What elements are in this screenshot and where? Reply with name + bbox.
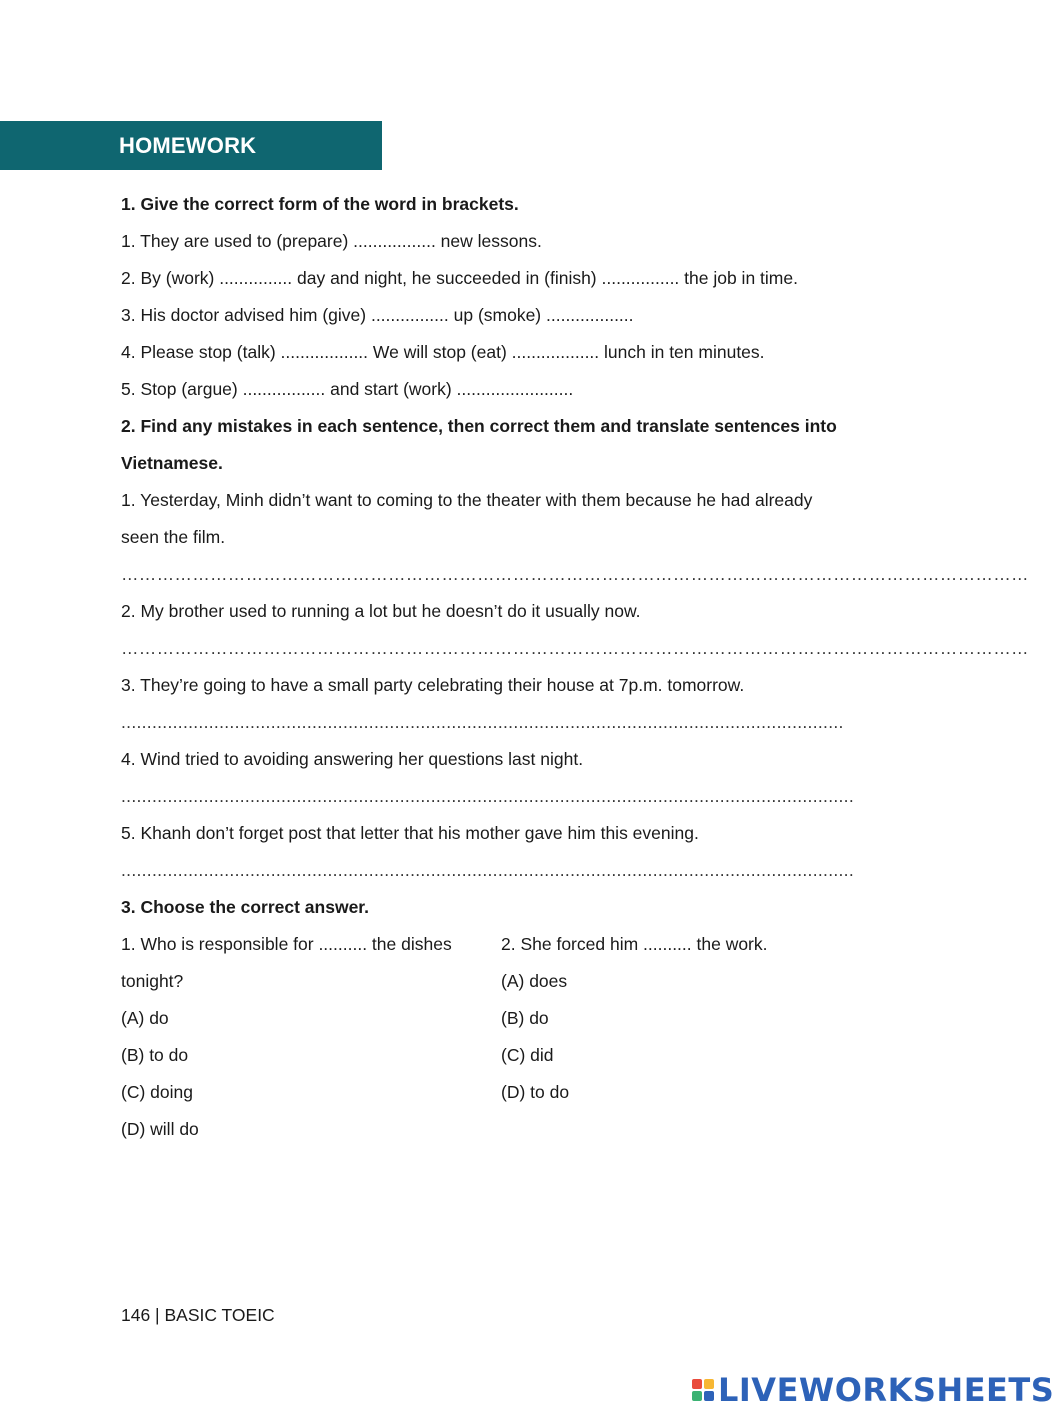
page-title: HOMEWORK xyxy=(119,133,257,158)
logo-wordmark: LIVEWORKSHEETS xyxy=(718,1371,1054,1409)
logo-square xyxy=(692,1379,702,1389)
s3-q2-option-c[interactable]: (C) did xyxy=(501,1045,554,1065)
s3-question-1 xyxy=(121,926,501,1148)
homework-banner xyxy=(0,121,382,170)
section1-heading: 1. Give the correct form of the word in brackets. xyxy=(121,194,519,214)
s2-answer-line-4[interactable]: .............................................................................................................................................. xyxy=(121,786,855,806)
s2-item-2: 2. My brother used to running a lot but he doesn’t do it usually now. xyxy=(121,601,641,621)
section2-heading: 2. Find any mistakes in each sentence, then correct them and translate sentences into xyxy=(121,416,837,436)
s1-item-3: 3. His doctor advised him (give) ................ up (smoke) .................. xyxy=(121,305,634,325)
s3-q2-option-b[interactable]: (B) do xyxy=(501,1008,549,1028)
s1-item-1: 1. They are used to (prepare) ................. new lessons. xyxy=(121,231,542,251)
s2-item-5: 5. Khanh don’t forget post that letter that his mother gave him this evening. xyxy=(121,823,699,843)
liveworksheets-logo xyxy=(692,1371,1054,1409)
section3-questions xyxy=(121,926,891,1148)
s2-item-4: 4. Wind tried to avoiding answering her questions last night. xyxy=(121,749,584,769)
worksheet-content xyxy=(121,186,1029,1148)
s3-q1-option-a[interactable]: (A) do xyxy=(121,1008,169,1028)
s3-q2-option-d[interactable]: (D) to do xyxy=(501,1082,570,1102)
s3-q1-option-b[interactable]: (B) to do xyxy=(121,1045,189,1065)
s3-q1-option-c[interactable]: (C) doing xyxy=(121,1082,193,1102)
s3-q1-text-cont: tonight? xyxy=(121,971,184,991)
s3-q2-option-a[interactable]: (A) does xyxy=(501,971,568,991)
s2-item-3: 3. They’re going to have a small party celebrating their house at 7p.m. tomorrow. xyxy=(121,675,745,695)
logo-square xyxy=(704,1391,714,1401)
s3-question-2 xyxy=(501,926,881,1148)
s2-item-1: 1. Yesterday, Minh didn’t want to coming to the theater with them because he had already xyxy=(121,490,813,510)
s2-answer-line-3[interactable]: ............................................................................................................................................ xyxy=(121,712,844,732)
s3-q2-text: 2. She forced him .......... the work. xyxy=(501,934,768,954)
section3-heading: 3. Choose the correct answer. xyxy=(121,897,370,917)
section2-heading-cont: Vietnamese. xyxy=(121,453,223,473)
s1-item-2: 2. By (work) ............... day and night, he succeeded in (finish) ................ the job in time. xyxy=(121,268,798,288)
s2-answer-line-1[interactable]: ……………………………………………………………………………………………………………………………………… xyxy=(121,564,1029,584)
logo-mark-icon xyxy=(692,1379,714,1401)
s1-item-5: 5. Stop (argue) ................. and start (work) ........................ xyxy=(121,379,574,399)
s3-q1-option-d[interactable]: (D) will do xyxy=(121,1119,199,1139)
logo-square xyxy=(704,1379,714,1389)
s2-answer-line-2[interactable]: ……………………………………………………………………………………………………………………………………… xyxy=(121,638,1029,658)
s2-item-1-cont: seen the film. xyxy=(121,527,226,547)
logo-square xyxy=(692,1391,702,1401)
page-footer: 146 | BASIC TOEIC xyxy=(121,1305,275,1325)
s1-item-4: 4. Please stop (talk) .................. We will stop (eat) .................. lunch in ten minutes. xyxy=(121,342,765,362)
s3-q1-text: 1. Who is responsible for .......... the dishes xyxy=(121,934,452,954)
s2-answer-line-5[interactable]: .............................................................................................................................................. xyxy=(121,860,855,880)
